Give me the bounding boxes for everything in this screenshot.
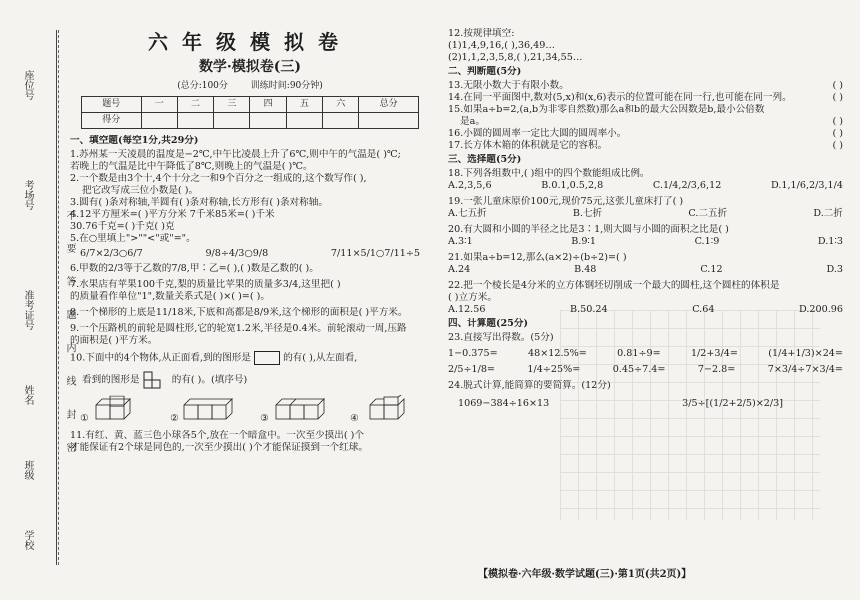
- figure-label: ②: [170, 412, 179, 424]
- question-9a: 9.一个压路机的前轮是圆柱形,它的轮宽1.2米,半径是0.4米。前轮滚动一周,压路: [70, 322, 407, 334]
- section-calculation: 四、计算题(25分): [448, 317, 528, 329]
- school-label: 学校: [22, 530, 33, 550]
- question-10-text: 10.下面中的4个物体,从正面看,到的图形是: [70, 352, 251, 363]
- class-label: 班级: [22, 460, 33, 480]
- compare-expr: 9/8÷4/3○9/8: [205, 247, 269, 259]
- score-entry-cell[interactable]: [250, 112, 286, 128]
- seal-warning: 不 要 答 题 内 线 封 密: [64, 210, 75, 463]
- question-10-text: 的有( ),从左面看,: [283, 352, 358, 363]
- cube-stack-icon: [182, 395, 240, 421]
- seat-number-label: 座位号: [22, 70, 33, 100]
- question-5-expressions: [70, 248, 430, 260]
- calc-item: 48×12.5%=: [527, 347, 587, 359]
- section-multiple-choice: 三、选择题(5分): [448, 153, 522, 165]
- cube-figure-1: [80, 395, 150, 425]
- calc-item: 7−2.8=: [697, 363, 736, 375]
- question-15b: 是a。: [460, 115, 485, 127]
- question-21: 21.如果a÷b=12,那么(a×2)÷(b÷2)=( ): [448, 251, 627, 263]
- question-22a: 22.把一个棱长是4分米的立方体钢坯切削成一个最大的圆柱,这个圆柱的体积是: [448, 279, 780, 291]
- calc-item: (1/4+1/3)×24=: [768, 347, 843, 359]
- question-19: 19.一张儿童床原价100元,现价75元,这张儿童床打了( ): [448, 195, 684, 207]
- option-d[interactable]: D.1,1/6,2/3,1/4: [770, 179, 843, 191]
- question-20-options: [448, 236, 843, 248]
- calc-item: 0.81÷9=: [617, 347, 661, 359]
- calc-expr: 1069−384÷16×13: [458, 397, 550, 409]
- exam-room-label: 考场号: [22, 180, 33, 210]
- question-13: 13.无限小数大于有限小数。: [448, 79, 569, 91]
- option-d[interactable]: D.1∶3: [817, 235, 843, 247]
- question-15-row: [448, 116, 843, 128]
- cube-figures: [70, 395, 430, 425]
- cube-figure-2: [170, 395, 240, 425]
- question-15a: 15.如果a÷b=2,(a,b为非零自然数)那么a和b的最大公因数是b,最小公倍数: [448, 103, 765, 115]
- answer-paren[interactable]: ( ): [832, 115, 843, 127]
- question-10a: [70, 351, 430, 365]
- question-1a: 1.苏州某一天凌晨的温度是−2℃,中午比凌晨上升了6℃,则中午的气温是( )℃;: [70, 148, 401, 160]
- question-12a: (1)1,4,9,16,( ),36,49…: [448, 39, 555, 51]
- section-true-false: 二、判断题(5分): [448, 65, 522, 77]
- question-21-options: [448, 264, 843, 276]
- option-a[interactable]: A.24: [448, 263, 471, 275]
- left-view-shape: [143, 371, 169, 389]
- front-view-shape: [254, 351, 280, 365]
- figure-label: ④: [350, 412, 359, 424]
- cube-stack-icon: [362, 395, 420, 421]
- option-a[interactable]: A.七五折: [448, 207, 487, 219]
- cube-stack-icon: [92, 395, 150, 421]
- question-19-options: [448, 208, 843, 220]
- question-10-text: 看到的图形是: [82, 374, 140, 385]
- question-2a: 2.一个数是由3个十,4个十分之一和9个百分之一组成的,这个数写作( ),: [70, 172, 367, 184]
- question-6: 6.甲数的2/3等于乙数的7/8,甲∶乙=( ),( )数是乙数的( )。: [70, 262, 319, 274]
- answer-paren[interactable]: ( ): [832, 79, 843, 91]
- question-5: 5.在○里填上">""<"或"="。: [70, 232, 196, 244]
- question-11b: 才能保证有2个球是同色的,一次至少摸出( )个才能保证摸到一个红球。: [70, 442, 368, 454]
- calc-item: 1−0.375=: [448, 347, 498, 359]
- question-14: 14.在同一平面图中,数对(5,x)和(x,6)表示的位置可能在同一行,也可能在同一列。: [448, 91, 792, 103]
- question-7b: 的质量看作单位"1",数量关系式是( )×( )=( )。: [70, 290, 270, 302]
- option-c[interactable]: C.二五折: [688, 207, 728, 219]
- question-18-options: [448, 180, 843, 192]
- question-12b: (2)1,1,2,3,5,8,( ),21,34,55…: [448, 51, 583, 63]
- score-entry-cell[interactable]: [286, 112, 322, 128]
- score-cell: 总分: [359, 96, 419, 112]
- score-cell: 二: [177, 96, 213, 112]
- question-16: 16.小圆的圆周率一定比大圆的圆周率小。: [448, 127, 627, 139]
- seal-line: [58, 30, 59, 565]
- question-9b: 的面积是( )平方米。: [70, 334, 158, 346]
- option-d[interactable]: D.二折: [813, 207, 843, 219]
- question-1b: 若晚上的气温是比中午降低了8℃,则晚上的气温是( )℃。: [70, 160, 313, 172]
- score-entry-cell[interactable]: [141, 112, 177, 128]
- exam-meta: [70, 81, 430, 92]
- question-10b: [70, 371, 430, 389]
- score-table-row: [82, 112, 419, 128]
- question-10-text: 的有( )。(填序号): [171, 374, 248, 385]
- cube-stack-icon: [272, 395, 330, 421]
- cube-figure-4: [350, 395, 420, 425]
- page-subtitle: 数学·模拟卷(三): [198, 59, 302, 75]
- score-table-header: [82, 96, 419, 112]
- option-a[interactable]: A.12.56: [448, 303, 486, 315]
- question-4b: 30.76千克=( )千克( )克: [70, 220, 175, 232]
- option-b[interactable]: B.0.1,0.5,2,8: [541, 179, 604, 191]
- question-4a: 4.12平方厘米=( )平方分米 7千米85米=( )千米: [70, 208, 275, 220]
- answer-paren[interactable]: ( ): [832, 139, 843, 151]
- total-score: (总分:100分: [177, 80, 228, 91]
- question-14-row: [448, 92, 843, 104]
- calc-item: 2/5÷1/8=: [448, 363, 495, 375]
- option-a[interactable]: A.3∶1: [448, 235, 473, 247]
- calc-item: 0.45÷7.4=: [612, 363, 666, 375]
- exam-time: 训练时间:90分钟): [250, 80, 323, 91]
- option-d[interactable]: D.200.96: [799, 303, 843, 315]
- option-b[interactable]: B.50.24: [570, 303, 608, 315]
- question-23: 23.直接写出得数。(5分): [448, 331, 554, 343]
- option-b[interactable]: B.9∶1: [571, 235, 597, 247]
- figure-label: ①: [80, 412, 89, 424]
- calc-item: 7×3/4÷7×3/4=: [767, 363, 843, 375]
- cube-figure-3: [260, 395, 330, 425]
- option-c[interactable]: C.64: [692, 303, 715, 315]
- option-b[interactable]: B.48: [574, 263, 597, 275]
- answer-paren[interactable]: ( ): [832, 91, 843, 103]
- score-entry-cell[interactable]: [214, 112, 250, 128]
- question-16-row: [448, 128, 843, 140]
- score-cell: 三: [214, 96, 250, 112]
- name-label: 姓名: [22, 385, 33, 405]
- page-footer: 【模拟卷·六年级·数学试题(三)·第1页(共2页)】: [478, 569, 692, 580]
- ticket-number-label: 准考证号: [22, 290, 33, 330]
- question-8: 8.一个梯形的上底是11/18米,下底和高都是8/9米,这个梯形的面积是( )平方米。: [70, 306, 408, 318]
- question-7a: 7.水果店有苹果100千克,梨的质量比苹果的质量多3/4,这里把( ): [70, 278, 341, 290]
- score-cell: 得分: [82, 112, 142, 128]
- calc-item: 1/2+3/4=: [690, 347, 738, 359]
- score-cell: 四: [250, 96, 286, 112]
- question-2b: 把它改写成三位小数是( )。: [82, 184, 199, 196]
- score-entry-cell[interactable]: [323, 112, 359, 128]
- question-12: 12.按规律填空:: [448, 28, 515, 39]
- question-20: 20.有大圆和小圆的半径之比是3∶1,则大圆与小圆的面积之比是( ): [448, 223, 729, 235]
- question-18: 18.下列各组数中,( )组中的四个数能组成比例。: [448, 167, 650, 179]
- score-cell: 五: [286, 96, 322, 112]
- calc-expr: 3/5÷[(1/2+2/5)×2/3]: [682, 397, 783, 409]
- question-17-row: [448, 140, 843, 152]
- question-13-row: [448, 80, 843, 92]
- figure-label: ③: [260, 412, 269, 424]
- option-a[interactable]: A.2,3,5,6: [448, 179, 492, 191]
- score-entry-cell[interactable]: [359, 112, 419, 128]
- option-c[interactable]: C.1∶9: [694, 235, 720, 247]
- answer-paren[interactable]: ( ): [832, 127, 843, 139]
- compare-expr: 6/7×2/3○6/7: [80, 247, 143, 259]
- score-cell: 题号: [82, 96, 142, 112]
- page-title: 六年级模拟卷: [148, 30, 352, 54]
- option-c[interactable]: C.12: [700, 263, 723, 275]
- score-entry-cell[interactable]: [177, 112, 213, 128]
- score-cell: 一: [141, 96, 177, 112]
- compare-expr: 7/11×5/1○7/11÷5: [330, 247, 420, 259]
- calc-item: 1/4÷25%=: [527, 363, 581, 375]
- option-b[interactable]: B.七折: [572, 207, 603, 219]
- question-22b: ( )立方米。: [448, 291, 497, 303]
- left-column: [70, 28, 430, 588]
- question-3: 3.圆有( )条对称轴,半圆有( )条对称轴,长方形有( )条对称轴。: [70, 196, 328, 208]
- option-c[interactable]: C.1/4,2/3,6,12: [652, 179, 722, 191]
- score-table: [81, 96, 419, 129]
- question-24: 24.脱式计算,能简算的要简算。(12分): [448, 379, 611, 391]
- score-cell: 六: [323, 96, 359, 112]
- bleed-through-grid: [560, 310, 820, 520]
- question-17: 17.长方体木箱的体积就是它的容积。: [448, 139, 608, 151]
- question-11a: 11.有红、黄、蓝三色小球各5个,放在一个暗盒中。一次至少摸出( )个: [70, 430, 364, 442]
- option-d[interactable]: D.3: [826, 263, 843, 275]
- binding-strip: [18, 30, 57, 565]
- section-fill-blank: 一、填空题(每空1分,共29分): [70, 134, 199, 146]
